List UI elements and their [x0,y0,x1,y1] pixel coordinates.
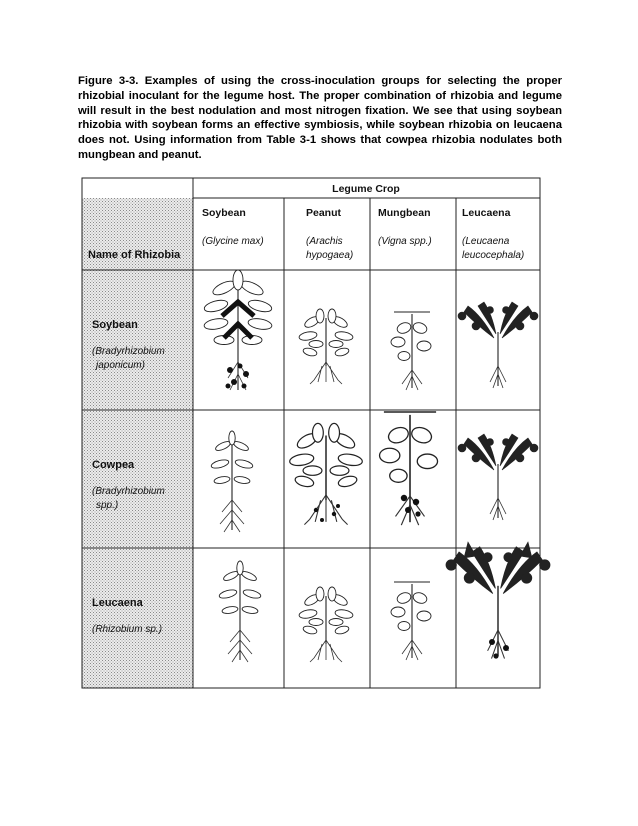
plant-soybean-effective [203,270,273,390]
column-sci-peanut-line2: hypogaea) [306,250,354,261]
row-label-cowpea: Cowpea [92,459,135,471]
column-sci-leucaena: (Leucaena [462,236,510,247]
plant-peanut-no-nodules [298,309,353,384]
plant-mungbean-effective [380,412,438,525]
row-sci-soybean-line2: japonicum) [96,360,145,371]
plant-soybean-no-nodules [210,431,253,532]
row-label-soybean: Soybean [92,319,138,331]
row-sci-cowpea: (Bradyrhizobium [92,486,165,497]
row-sci-cowpea-line2: spp.) [96,500,119,511]
column-header-soybean: Soybean [202,207,246,219]
plant-peanut-no-nodules-leucaena [298,587,353,662]
row-sci-soybean: (Bradyrhizobium [92,346,165,357]
column-header-mungbean: Mungbean [378,207,431,219]
plant-leucaena-effective [446,542,550,659]
plant-mungbean-no-nodules [391,312,431,390]
column-sci-leucaena-line2: leucocephala) [462,250,525,261]
caption-text: Examples of using the cross-inoculation groups for selecting the proper rhizobial inoculant for the legume host. The proper combination of rhizobia and legume will result in the best nodulation and most nitrogen fixation. We see that using soybean rhizobia with soybean forms an effective symbiosis, while soybean rhizobia on leucaena does not. Using information from Table 3-1 shows that cowpea rhizobia nodulates both mungbean and peanut. [78,75,563,161]
plant-mungbean-no-nodules-leucaena [391,582,431,660]
column-sci-mungbean: (Vigna spp.) [378,236,432,247]
column-sci-soybean: (Glycine max) [202,236,264,247]
column-header-peanut: Peanut [306,207,342,219]
rhizobia-header: Name of Rhizobia [88,249,181,261]
plant-leucaena-no-nodules-cowpea [458,434,538,520]
column-header-leucaena: Leucaena [462,207,511,219]
column-sci-peanut: (Arachis [306,236,343,247]
row-label-leucaena: Leucaena [92,597,143,609]
row-sci-leucaena: (Rhizobium sp.) [92,624,163,635]
figure-label: Figure 3-3. [78,75,139,87]
row-header-shading [82,198,193,688]
legume-crop-header: Legume Crop [332,183,400,195]
plant-leucaena-no-nodules [458,302,538,388]
plant-peanut-effective [289,423,363,524]
plant-soybean-no-nodules-leucaena [218,561,261,662]
